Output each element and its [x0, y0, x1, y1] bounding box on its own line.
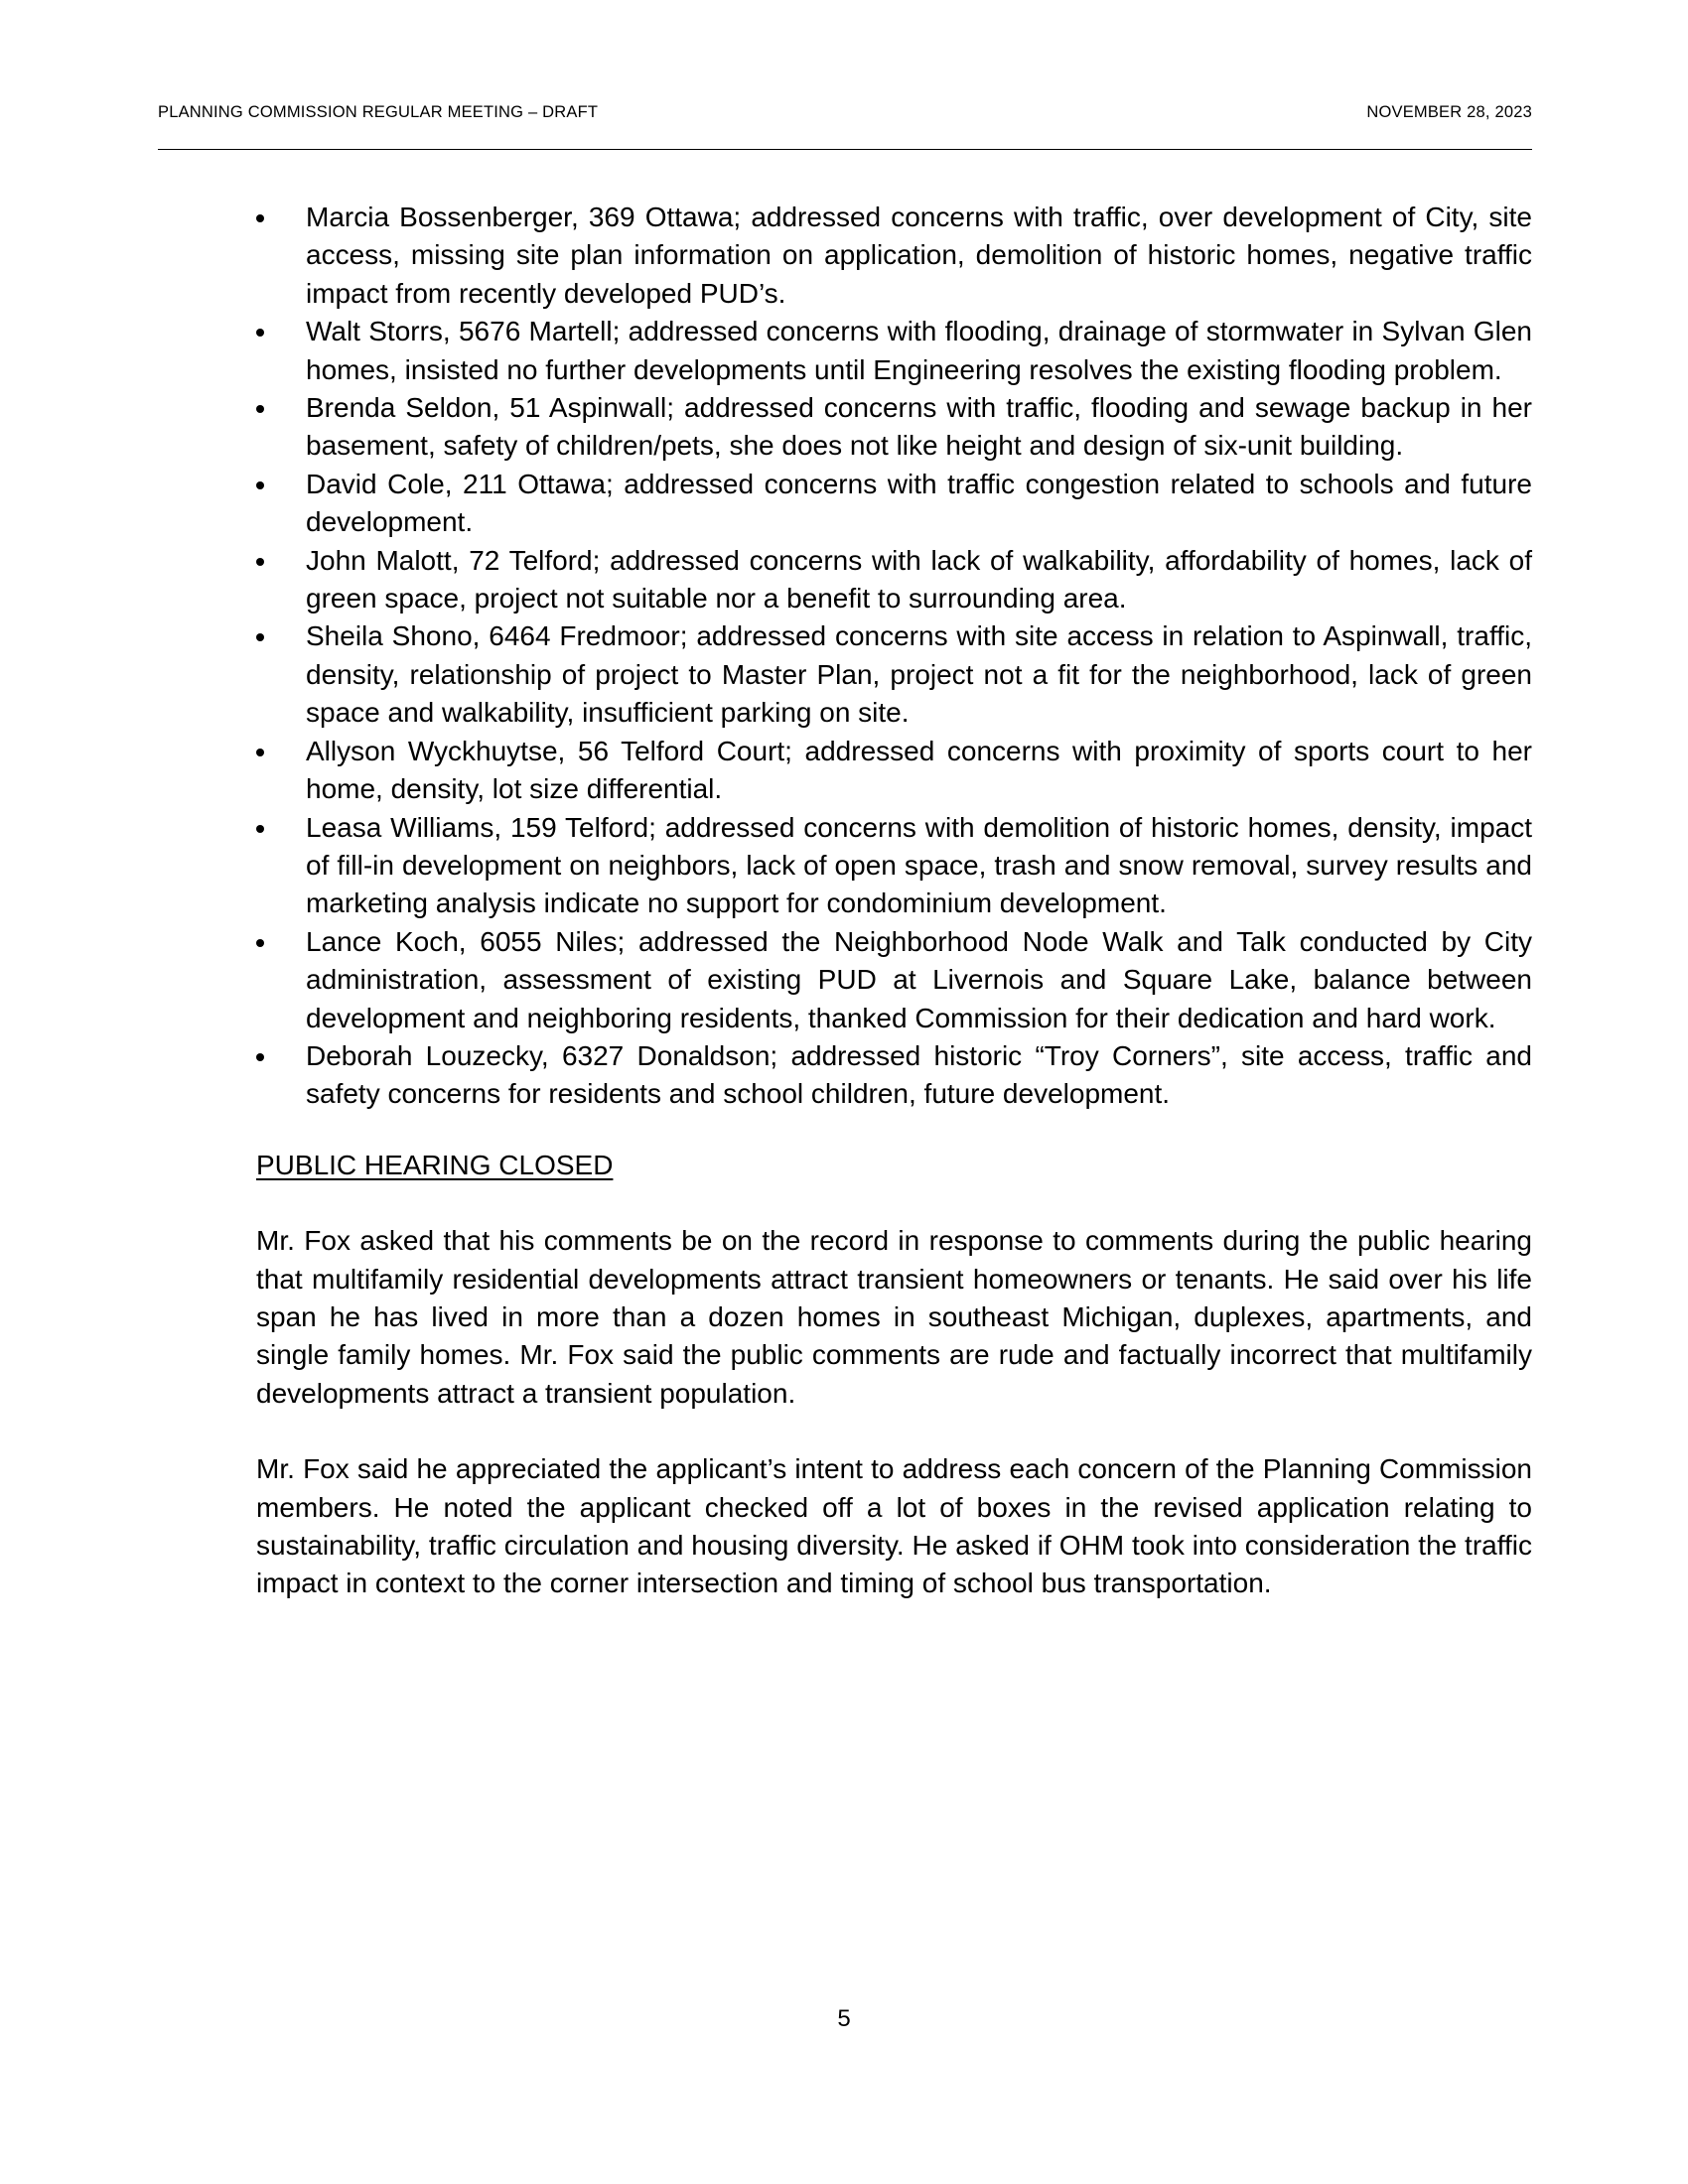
section-heading: PUBLIC HEARING CLOSED [256, 1149, 614, 1180]
comment-text: David Cole, 211 Ottawa; addressed concerns with traffic congestion related to schools and future development. [306, 468, 1532, 538]
bullet-icon [256, 405, 264, 413]
list-item [256, 542, 1532, 618]
bullet-icon [256, 1053, 264, 1061]
header-divider [158, 149, 1532, 150]
page-number: 5 [837, 2005, 851, 2032]
bullet-icon [256, 825, 264, 833]
bullet-icon [256, 633, 264, 641]
comment-text: Marcia Bossenberger, 369 Ottawa; addressed concerns with traffic, over development of City, site access, missing site plan information on application, demolition of historic homes, negative traffic impact from recently developed PUD’s. [306, 202, 1532, 309]
bullet-icon [256, 214, 264, 222]
comment-text: Brenda Seldon, 51 Aspinwall; addressed concerns with traffic, flooding and sewage backup in her basement, safety of children/pets, she does not like height and design of six-unit building. [306, 392, 1532, 462]
comment-text: John Malott, 72 Telford; addressed concerns with lack of walkability, affordability of homes, lack of green space, project not suitable nor a benefit to surrounding area. [306, 544, 1532, 614]
list-item [256, 809, 1532, 923]
comment-text: Deborah Louzecky, 6327 Donaldson; addressed historic “Troy Corners”, site access, traffic and safety concerns for residents and school children, future development. [306, 1039, 1532, 1110]
page-header [158, 103, 1532, 125]
list-item [256, 313, 1532, 389]
comment-text: Allyson Wyckhuytse, 56 Telford Court; addressed concerns with proximity of sports court to her home, density, lot size differential. [306, 735, 1532, 805]
meeting-title: PLANNING COMMISSION REGULAR MEETING – DRAFT [158, 103, 599, 121]
bullet-icon [256, 481, 264, 489]
bullet-icon [256, 329, 264, 337]
bullet-icon [256, 558, 264, 566]
comment-text: Leasa Williams, 159 Telford; addressed concerns with demolition of historic homes, density, impact of fill-in development on neighbors, lack of open space, trash and snow removal, survey results and marketing analysis indicate no support for condominium development. [306, 811, 1532, 919]
list-item [256, 1037, 1532, 1114]
comment-text: Lance Koch, 6055 Niles; addressed the Neighborhood Node Walk and Talk conducted by City administration, assessment of existing PUD at Livernois and Square Lake, balance between development and neighboring residents, thanked Commission for their dedication and hard work. [306, 925, 1532, 1033]
list-item [256, 733, 1532, 809]
list-item [256, 466, 1532, 542]
bullet-icon [256, 749, 264, 756]
comment-text: Sheila Shono, 6464 Fredmoor; addressed concerns with site access in relation to Aspinwall, traffic, density, relationship of project to Master Plan, project not a fit for the neighborhood, lack of green space and walkability, insufficient parking on site. [306, 620, 1532, 729]
paragraph: Mr. Fox said he appreciated the applicant’s intent to address each concern of the Planning Commission members. He noted the applicant checked off a lot of boxes in the revised application relating to sustainability, traffic circulation and housing diversity. He asked if OHM took into consideration the traffic impact in context to the corner intersection and timing of school bus transportation. [256, 1453, 1532, 1599]
list-item [256, 617, 1532, 732]
list-item [256, 199, 1532, 313]
paragraph: Mr. Fox asked that his comments be on the record in response to comments during the public hearing that multifamily residential developments attract transient homeowners or tenants. He said over his life span he has lived in more than a dozen homes in southeast Michigan, duplexes, apartments, and single family homes. Mr. Fox said the public comments are rude and factually incorrect that multifamily developments attract a transient population. [256, 1225, 1532, 1409]
public-comment-list [256, 199, 1532, 1114]
minutes-body [256, 199, 1532, 1603]
list-item [256, 923, 1532, 1037]
comment-text: Walt Storrs, 5676 Martell; addressed concerns with flooding, drainage of stormwater in Sylvan Glen homes, insisted no further developments until Engineering resolves the existing flooding problem. [306, 316, 1532, 385]
bullet-icon [256, 939, 264, 947]
list-item [256, 389, 1532, 466]
meeting-date: NOVEMBER 28, 2023 [1366, 103, 1532, 121]
